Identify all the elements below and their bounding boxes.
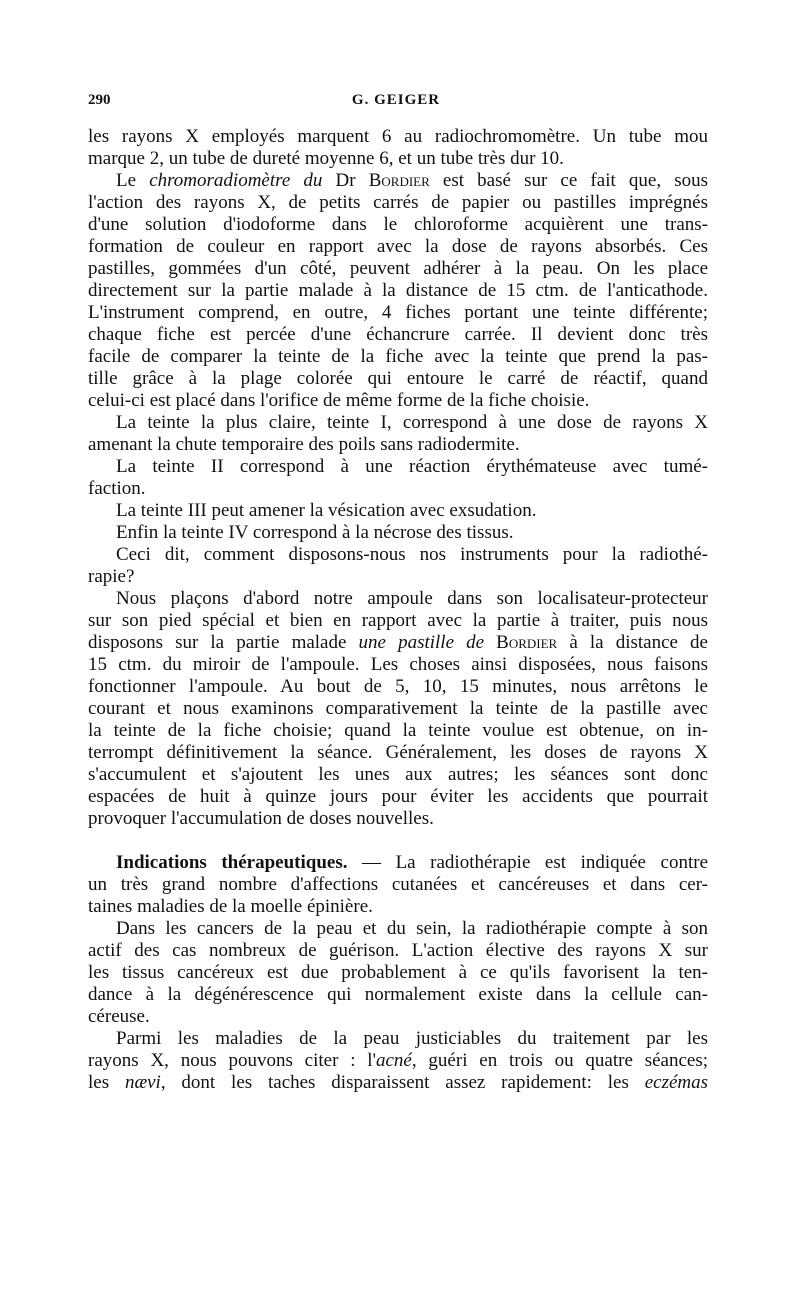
text-line: Enfin la teinte IV correspond à la nécrose des tissus. — [116, 522, 514, 543]
page-header — [88, 92, 704, 116]
section-heading-line: Indications thérapeutiques. — La radiothérapie est indiquée contre — [116, 852, 709, 873]
author-name: Bordier — [368, 170, 430, 191]
text-line: rayons X, nous pouvons citer : l'acné, guéri en trois ou quatre séances; — [88, 1050, 708, 1071]
text-line: disposons sur la partie malade une pastille de Bordier à la distance de — [88, 632, 708, 653]
text-line: 15 ctm. du miroir de l'ampoule. Les choses ainsi disposées, nous faisons — [88, 654, 708, 675]
text-line: courant et nous examinons comparativement la teinte de la pastille avec — [88, 698, 708, 719]
text-line: s'accumulent et s'ajoutent les unes aux autres; les séances sont donc — [88, 764, 708, 785]
text-line: formation de couleur en rapport avec la dose de rayons absorbés. Ces — [88, 236, 708, 257]
text-line: amenant la chute temporaire des poils sans radiodermite. — [88, 434, 520, 455]
section-heading: Indications thérapeutiques. — [116, 852, 348, 873]
text-line: L'instrument comprend, en outre, 4 fiches portant une teinte différente; — [88, 302, 708, 323]
text-line: l'action des rayons X, de petits carrés de papier ou pastilles imprégnés — [88, 192, 708, 213]
text-line: faction. — [88, 478, 146, 499]
body-text — [88, 126, 708, 1094]
text-line: les nævi, dont les taches disparaissent assez rapidement: les eczémas — [88, 1072, 709, 1093]
text-line: provoquer l'accumulation de doses nouvelles. — [88, 808, 434, 829]
text-line: celui-ci est placé dans l'orifice de même forme de la fiche choisie. — [88, 390, 590, 411]
text-line: Ceci dit, comment disposons-nous nos instruments pour la radiothé- — [116, 544, 708, 565]
text-line: chaque fiche est percée d'une échancrure carrée. Il devient donc très — [88, 324, 708, 345]
text-line: actif des cas nombreux de guérison. L'action élective des rayons X sur — [88, 940, 708, 961]
page-number: 290 — [88, 92, 111, 108]
text-line: rapie? — [88, 566, 135, 587]
text-line: Dans les cancers de la peau et du sein, la radiothérapie compte à son — [116, 918, 708, 939]
text-line: sur son pied spécial et bien en rapport avec la partie à traiter, puis nous — [88, 610, 708, 631]
text-line: taines maladies de la moelle épinière. — [88, 896, 373, 917]
text-line: fonctionner l'ampoule. Au bout de 5, 10, 15 minutes, nous arrêtons le — [88, 676, 708, 697]
text-line: les rayons X employés marquent 6 au radiochromomètre. Un tube mou — [88, 126, 708, 147]
text-line: Nous plaçons d'abord notre ampoule dans son localisateur-protecteur — [116, 588, 708, 609]
text-line: marque 2, un tube de dureté moyenne 6, et un tube très dur 10. — [88, 148, 564, 169]
text-line: espacées de huit à quinze jours pour éviter les accidents que pourrait — [88, 786, 708, 807]
section-gap — [88, 830, 708, 852]
text-line: céreuse. — [88, 1006, 150, 1027]
text-line: La teinte III peut amener la vésication avec exsudation. — [116, 500, 537, 521]
text-line: La teinte la plus claire, teinte I, correspond à une dose de rayons X — [116, 412, 708, 433]
text-line: directement sur la partie malade à la distance de 15 ctm. de l'anticathode. — [88, 280, 708, 301]
running-head: G. GEIGER — [351, 92, 441, 108]
text-line: dance à la dégénérescence qui normalement existe dans la cellule can- — [88, 984, 708, 1005]
text-line: La teinte II correspond à une réaction érythémateuse avec tumé- — [116, 456, 708, 477]
author-name: Bordier — [496, 632, 558, 653]
text-line: terrompt définitivement la séance. Généralement, les doses de rayons X — [88, 742, 708, 763]
text-line: la teinte de la fiche choisie; quand la teinte voulue est obtenue, on in- — [88, 720, 708, 741]
text-line: d'une solution d'iodoforme dans le chloroforme acquièrent une trans- — [88, 214, 708, 235]
text-line: les tissus cancéreux est due probablement à ce qu'ils favorisent la ten- — [88, 962, 708, 983]
text-line: facile de comparer la teinte de la fiche avec la teinte que prend la pas- — [88, 346, 708, 367]
text-line: Le chromoradiomètre du Dr Bordier est basé sur ce fait que, sous — [116, 170, 708, 191]
text-line: Parmi les maladies de la peau justiciables du traitement par les — [116, 1028, 708, 1049]
text-line: un très grand nombre d'affections cutanées et cancéreuses et dans cer- — [88, 874, 708, 895]
text-line: pastilles, gommées d'un côté, peuvent adhérer à la peau. On les place — [88, 258, 708, 279]
text-line: tille grâce à la plage colorée qui entoure le carré de réactif, quand — [88, 368, 708, 389]
